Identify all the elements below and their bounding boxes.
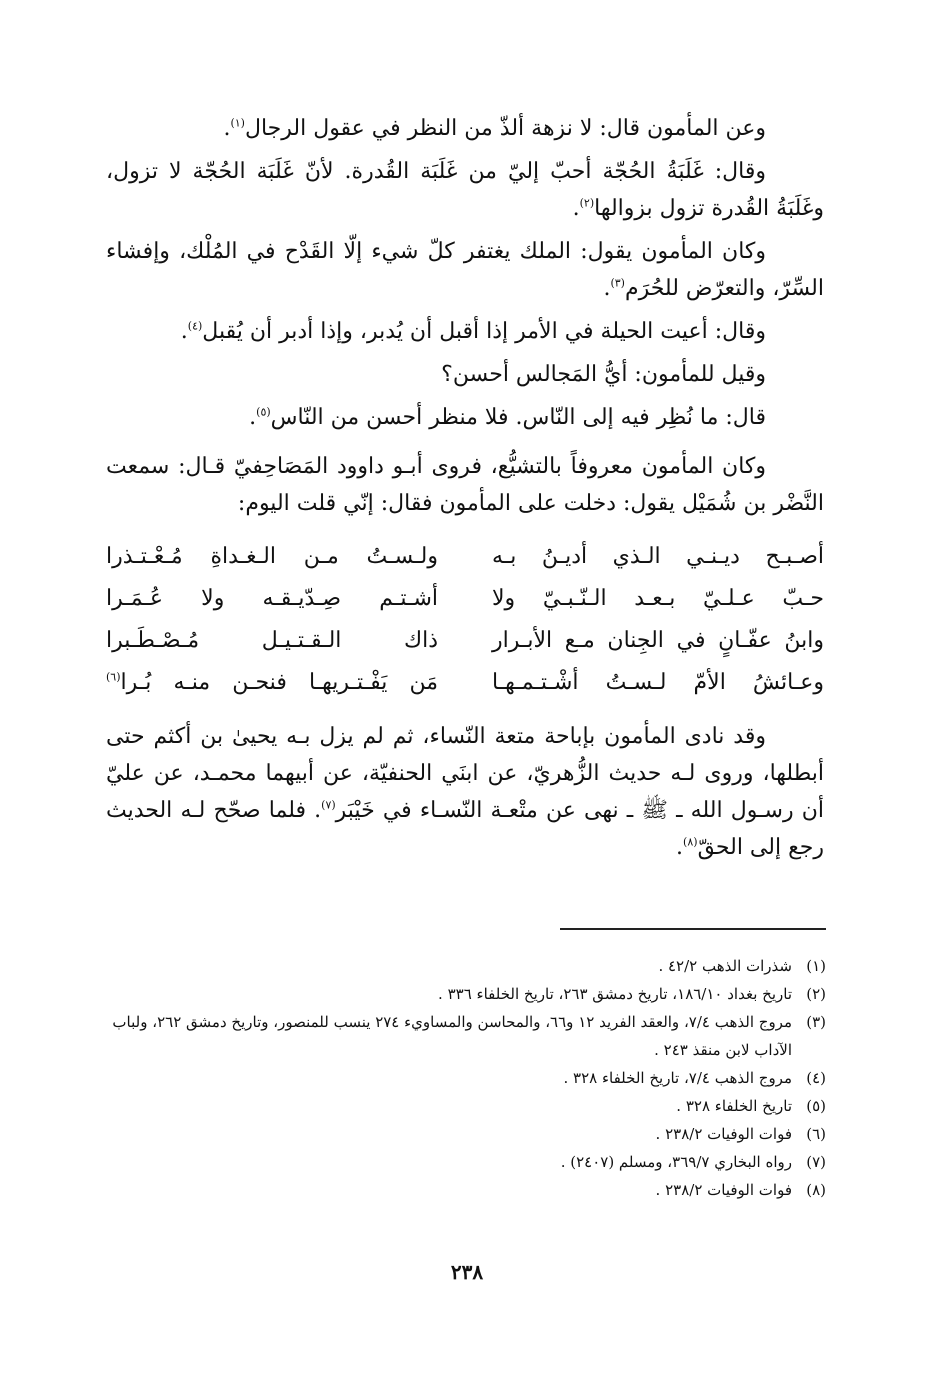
- footnote-item: [106, 1120, 826, 1148]
- footnote-ref: (٦): [106, 670, 121, 684]
- footnote-ref: (٥): [256, 405, 271, 419]
- poem-verse: [106, 620, 824, 662]
- main-text: [106, 110, 824, 872]
- footnote-text: فوات الوفيات ٢٣٨/٢ .: [655, 1181, 792, 1199]
- footnote-number: (٤): [806, 1069, 826, 1087]
- paragraph: وقال: أعيت الحيلة في الأمر إذا أقبل أن يُدبر، وإذا أدبر أن يُقبل$^{(٤)}$.: [180, 319, 766, 344]
- paragraph: وعن المأمون قال: لا نزهة ألذّ من النظر في عقول الرجال$^{(١)}$.: [223, 116, 766, 141]
- footnote-text: تاريخ بغداد ١٨٦/١٠، تاريخ دمشق ٢٦٣، تاريخ الخلفاء ٣٣٦ .: [438, 985, 792, 1003]
- footnote-ref: (٤): [187, 319, 203, 333]
- footnote-text: تاريخ الخلفاء ٣٢٨ .: [676, 1097, 792, 1115]
- paragraph: وكان المأمون يقول: الملك يغتفر كلّ شيء إلّا القَدْح في المُلْك، وإفشاء السِّرّ، والتعرّض للحُرَم$^{(٣)}$.: [106, 239, 824, 301]
- poem-verse: [106, 536, 824, 578]
- verse-first-hemistich: وابنُ عفّـانٍ في الجِنان مـع الأبـرار: [492, 628, 824, 653]
- poem-verse: [106, 578, 824, 620]
- footnote-text: فوات الوفيات ٢٣٨/٢ .: [655, 1125, 792, 1143]
- footnote-text: رواه البخاري ٣٦٩/٧، ومسلم (٢٤٠٧) .: [560, 1153, 792, 1171]
- page-number: ٢٣٨: [450, 1260, 484, 1284]
- footnote-number: (٥): [806, 1097, 826, 1115]
- paragraph: وكان المأمون معروفاً بالتشيُّع، فروى أبـو داوود المَصَاحِفيّ قـال: سمعت النَّضْر بن شُمَيْل يقول: دخلت على المأمون فقال: إنّي قلت اليوم:: [106, 454, 824, 516]
- footnote-number: (٢): [806, 985, 826, 1003]
- footnote-number: (٨): [806, 1181, 826, 1199]
- poem-verse: [106, 662, 824, 704]
- footnote-text: مروج الذهب ٧/٤، تاريخ الخلفاء ٣٢٨ .: [563, 1069, 792, 1087]
- footnote-ref: (٢): [579, 196, 595, 210]
- footnote-text: مروج الذهب ٧/٤، والعقد الفريد ١٢ و٦٦، والمحاسن والمساويء ٢٧٤ ينسب للمنصور، وتاريخ دمشق ٢٦٢، ولباب الآداب لابن منقذ ٢٤٣ .: [112, 1013, 792, 1059]
- verse-first-hemistich: حـبّ عـلـيّ بـعـد الـنّـبـيّ ولا: [492, 586, 824, 611]
- footnote-number: (٧): [806, 1153, 826, 1171]
- paragraph: وقيل للمأمون: أيُّ المَجالس أحسن؟: [441, 362, 766, 387]
- verse-second-hemistich: ذاك الـقـتـيـل مُـصْـطَـبرا: [106, 628, 438, 653]
- footnote-item: [106, 1092, 826, 1120]
- poem: [106, 536, 824, 704]
- footnote-item: [106, 1148, 826, 1176]
- footnote-item: [106, 1064, 826, 1092]
- footnote-item: [106, 1008, 826, 1064]
- paragraph: قال: ما نُظِر فيه إلى النّاس. فلا منظر أحسن من النّاس$^{(٥)}$.: [249, 405, 766, 430]
- verse-second-hemistich: أشـتـم صِـدّيـقـه ولا عُـمَـرا: [106, 586, 438, 611]
- footnote-text: شذرات الذهب ٤٢/٢ .: [658, 957, 792, 975]
- paragraph: وقد نادى المأمون بإباحة متعة النّساء، ثم لم يزل بـه يحيىٰ بن أكثم حتى أبطلها، وروى لـه حديث الزُّهريّ، عن ابنَي الحنفيّة، عن أبيهما محمـد، عن عليّ أن رسـول الله ـ ﷺ ـ نهى عن متْعـة النّسـاء في خَيْبَر$^{(٧)}$. فلما صحّح لـه الحديث رجع إلى الحقّ$^{(٨)}$.: [106, 724, 824, 860]
- footnote-ref: (١): [230, 116, 245, 130]
- footnote-ref: (٨): [683, 835, 698, 849]
- footnote-item: [106, 1176, 826, 1204]
- footnote-number: (١): [806, 957, 826, 975]
- verse-second-hemistich: ولـسـتُ مـن الـغـداةِ مُـعْـتـذرا: [106, 544, 438, 569]
- paragraph: وقال: غَلَبَةُ الحُجّة أحبّ إليّ من غَلَبَة القُدرة. لأنّ غَلَبَة الحُجّة لا تزول، وغَلَبَةُ القُدرة تزول بزوالها$^{(٢)}$.: [106, 159, 824, 221]
- footnote-divider: [560, 928, 826, 930]
- footnote-item: [106, 980, 826, 1008]
- footnote-number: (٣): [806, 1013, 826, 1031]
- footnote-number: (٦): [806, 1125, 826, 1143]
- footnotes: [106, 952, 826, 1204]
- verse-first-hemistich: أصـبـح ديـنـي الـذي أديـنُ بـه: [492, 544, 824, 569]
- footnote-ref: (٧): [321, 798, 336, 812]
- verse-first-hemistich: وعـائشُ الأمّ لـسـتُ أشْـتـمـهـا: [492, 670, 824, 695]
- verse-second-hemistich: مَن يَفْـتـريهـا فنحـن منـه بُـرا$^{(٦)}$: [106, 670, 438, 695]
- footnote-ref: (٣): [610, 276, 625, 290]
- footnote-item: [106, 952, 826, 980]
